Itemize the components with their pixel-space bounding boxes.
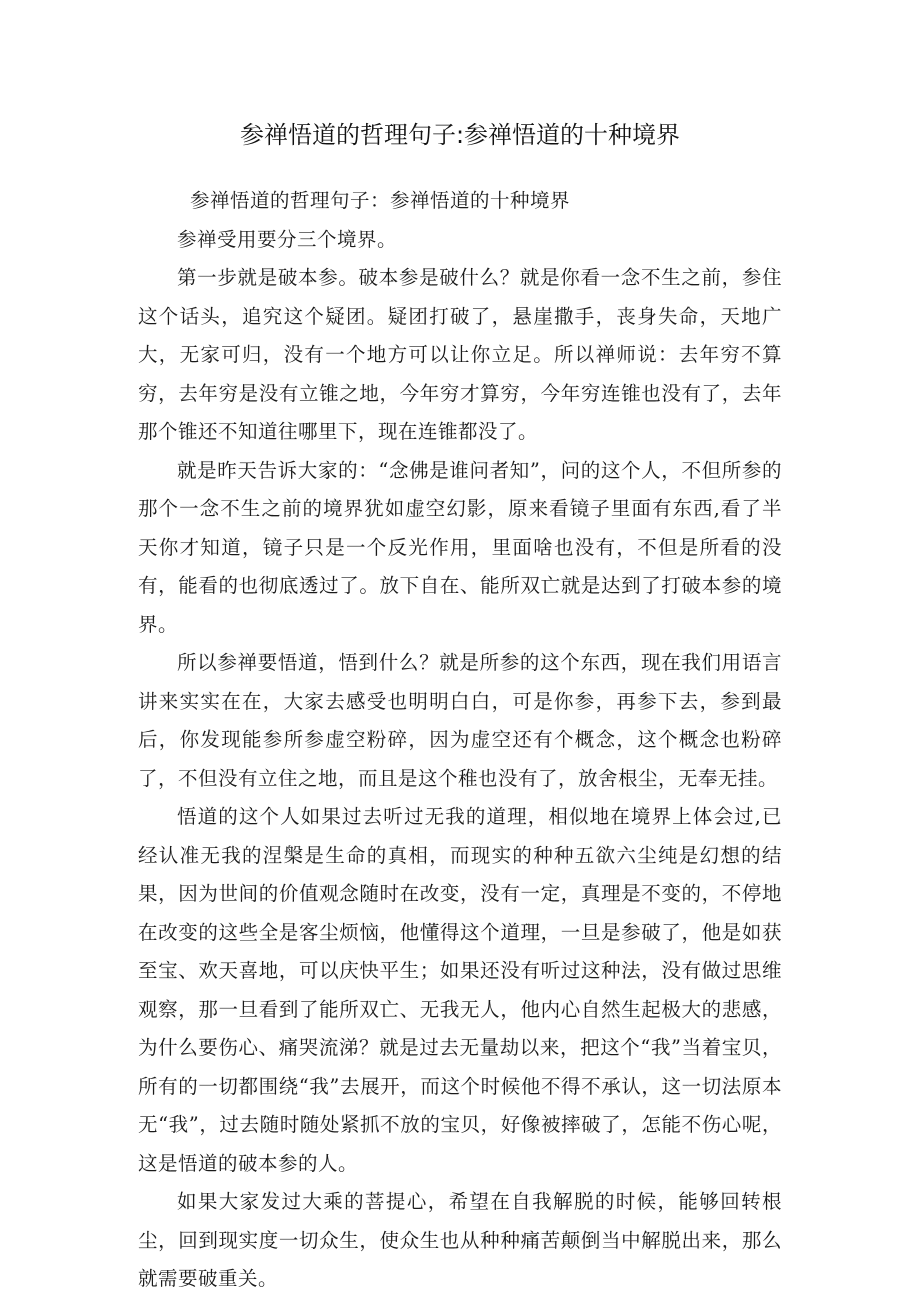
paragraph: 所以参禅要悟道，悟到什么？就是所参的这个东西，现在我们用语言讲来实实在在，大家去感受也明明白白，可是你参，再参下去，参到最后，你发现能参所参虚空粉碎，因为虚空还有个概念，这个概念也粉碎了，不但没有立住之地，而且是这个稚也没有了，放舍根尘，无奉无挂。	[138, 651, 782, 790]
document-body	[138, 182, 782, 1299]
paragraph: 如果大家发过大乘的菩提心，希望在自我解脱的时候，能够回转根尘，回到现实度一切众生，使众生也从种种痛苦颠倒当中解脱出来，那么就需要破重关。	[138, 1190, 782, 1290]
paragraph: 悟道的这个人如果过去听过无我的道理，相似地在境界上体会过,已经认准无我的涅槃是生命的真相，而现实的种种五欲六尘纯是幻想的结果，因为世间的价值观念随时在改变，没有一定，真理是不变的，不停地在改变的这些全是客尘烦恼，他懂得这个道理，一旦是参破了，他是如获至宝、欢天喜地，可以庆快平生；如果还没有听过这种法，没有做过思维观察，那一旦看到了能所双亡、无我无人，他内心自然生起极大的悲感，为什么要伤心、痛哭流涕？就是过去无量劫以来，把这个“我”当着宝贝，所有的一切都围绕“我”去展开，而这个时候他不得不承认，这一切法原本无“我”，过去随时随处紧抓不放的宝贝，好像被摔破了，怎能不伤心呢，这是悟道的破本参的人。	[138, 805, 782, 1175]
paragraph: 参禅受用要分三个境界。	[177, 227, 398, 251]
paragraph: 第一步就是破本参。破本参是破什么？就是你看一念不生之前，参住这个话头，追究这个疑团。疑团打破了，悬崖撒手，丧身失命，天地广大，无家可归，没有一个地方可以让你立足。所以禅师说：去年穷不算穷，去年穷是没有立锥之地，今年穷才算穷，今年穷连锥也没有了，去年那个锥还不知道往哪里下，现在连锥都没了。	[138, 266, 782, 443]
paragraph-subtitle: 参禅悟道的哲理句子：参禅悟道的十种境界	[190, 189, 571, 212]
paragraph: 就是昨天告诉大家的：“念佛是谁问者知”，问的这个人，不但所参的那个一念不生之前的境界犹如虚空幻影，原来看镜子里面有东西,看了半天你才知道，镜子只是一个反光作用，里面啥也没有，不但是所看的没有，能看的也彻底透过了。放下自在、能所双亡就是达到了打破本参的境界。	[138, 458, 782, 636]
document-title: 参禅悟道的哲理句子:参禅悟道的十种境界	[239, 121, 681, 149]
